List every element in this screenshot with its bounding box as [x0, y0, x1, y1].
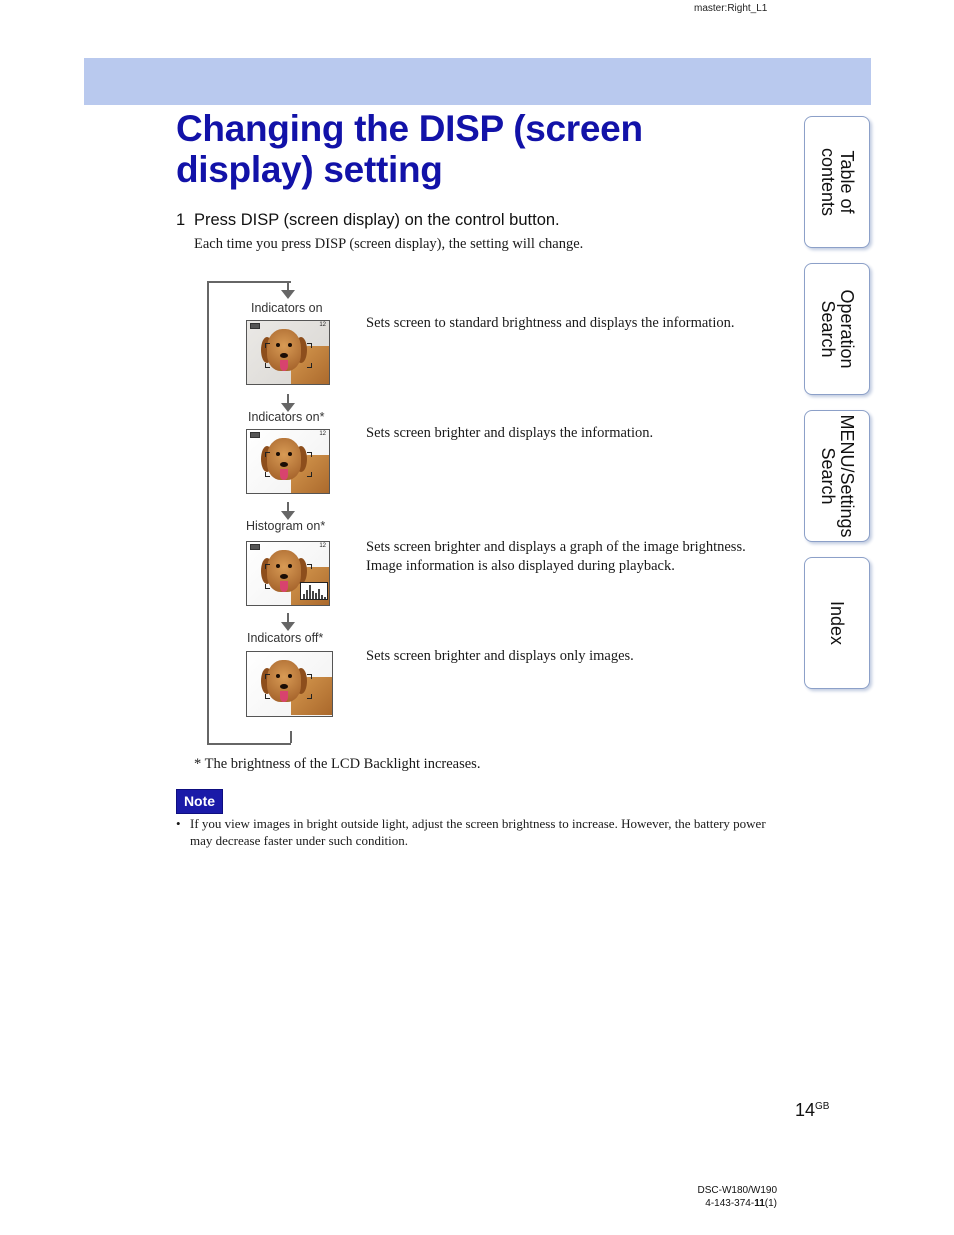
battery-icon	[250, 432, 260, 438]
page-number	[795, 1100, 829, 1121]
model-code-suffix: (1)	[764, 1198, 777, 1209]
page-number-suffix: GB	[815, 1101, 830, 1112]
thumbnail-histogram-on	[246, 541, 330, 606]
model-code-prefix: 4-143-374-	[705, 1198, 755, 1209]
flow-arrow	[287, 613, 289, 623]
battery-icon	[250, 544, 260, 550]
page-title: Changing the DISP (screen display) setting	[176, 108, 643, 190]
mode-label-indicators-off: Indicators off*	[247, 631, 324, 645]
flow-arrow	[287, 281, 289, 291]
bullet: •	[176, 816, 181, 831]
tab-table-of-contents[interactable]	[804, 116, 870, 248]
step-description: Each time you press DISP (screen display), the setting will change.	[194, 236, 584, 252]
model-code-bold: 11	[754, 1198, 765, 1209]
mode-description-indicators-on: Sets screen to standard brightness and displays the information.	[366, 315, 735, 331]
mode-description-histogram-line2: Image information is also displayed during playback.	[366, 558, 675, 574]
tab-label: Operation Search	[818, 289, 857, 369]
mode-label-indicators-on-bright: Indicators on*	[248, 410, 325, 424]
tab-label: Table of contents	[818, 147, 857, 217]
mode-description-indicators-off: Sets screen brighter and displays only images.	[366, 648, 634, 664]
step-heading	[176, 211, 560, 230]
tab-operation-search[interactable]	[804, 263, 870, 395]
thumbnail-indicators-off	[246, 651, 333, 717]
flow-arrow	[287, 394, 289, 404]
histogram-graph	[300, 582, 328, 600]
note-text: If you view images in bright outside light, adjust the screen brightness to increase. However, the battery power may decrease faster under such condition.	[190, 816, 766, 848]
footnote: * The brightness of the LCD Backlight increases.	[194, 756, 481, 772]
tab-index[interactable]	[804, 557, 870, 689]
step-number: 1	[176, 211, 186, 229]
image-count: 12	[319, 543, 326, 549]
battery-icon	[250, 323, 260, 329]
model-info	[650, 1184, 777, 1210]
tab-menu-settings-search[interactable]	[804, 410, 870, 542]
mode-label-indicators-on: Indicators on	[251, 301, 323, 315]
mode-description-histogram-line1: Sets screen brighter and displays a graph of the image brightness.	[366, 539, 746, 555]
flow-arrow	[287, 502, 289, 512]
model-name: DSC-W180/W190	[697, 1185, 777, 1196]
master-label: master:Right_L1	[694, 3, 768, 14]
mode-label-histogram-on: Histogram on*	[246, 519, 326, 533]
mode-description-indicators-on-bright: Sets screen brighter and displays the information.	[366, 425, 654, 441]
image-count: 12	[319, 431, 326, 437]
model-code	[650, 1197, 777, 1210]
thumbnail-indicators-on-bright	[246, 429, 330, 494]
note-badge: Note	[176, 789, 223, 814]
page-number-value: 14	[795, 1100, 816, 1120]
tab-label: Index	[827, 600, 848, 646]
header-band	[84, 58, 871, 105]
mode-description-histogram-on	[366, 538, 746, 576]
tab-label: MENU/Settings Search	[818, 414, 857, 538]
image-count: 12	[319, 322, 326, 328]
step-text: Press DISP (screen display) on the control button.	[194, 211, 560, 229]
thumbnail-indicators-on	[246, 320, 330, 385]
